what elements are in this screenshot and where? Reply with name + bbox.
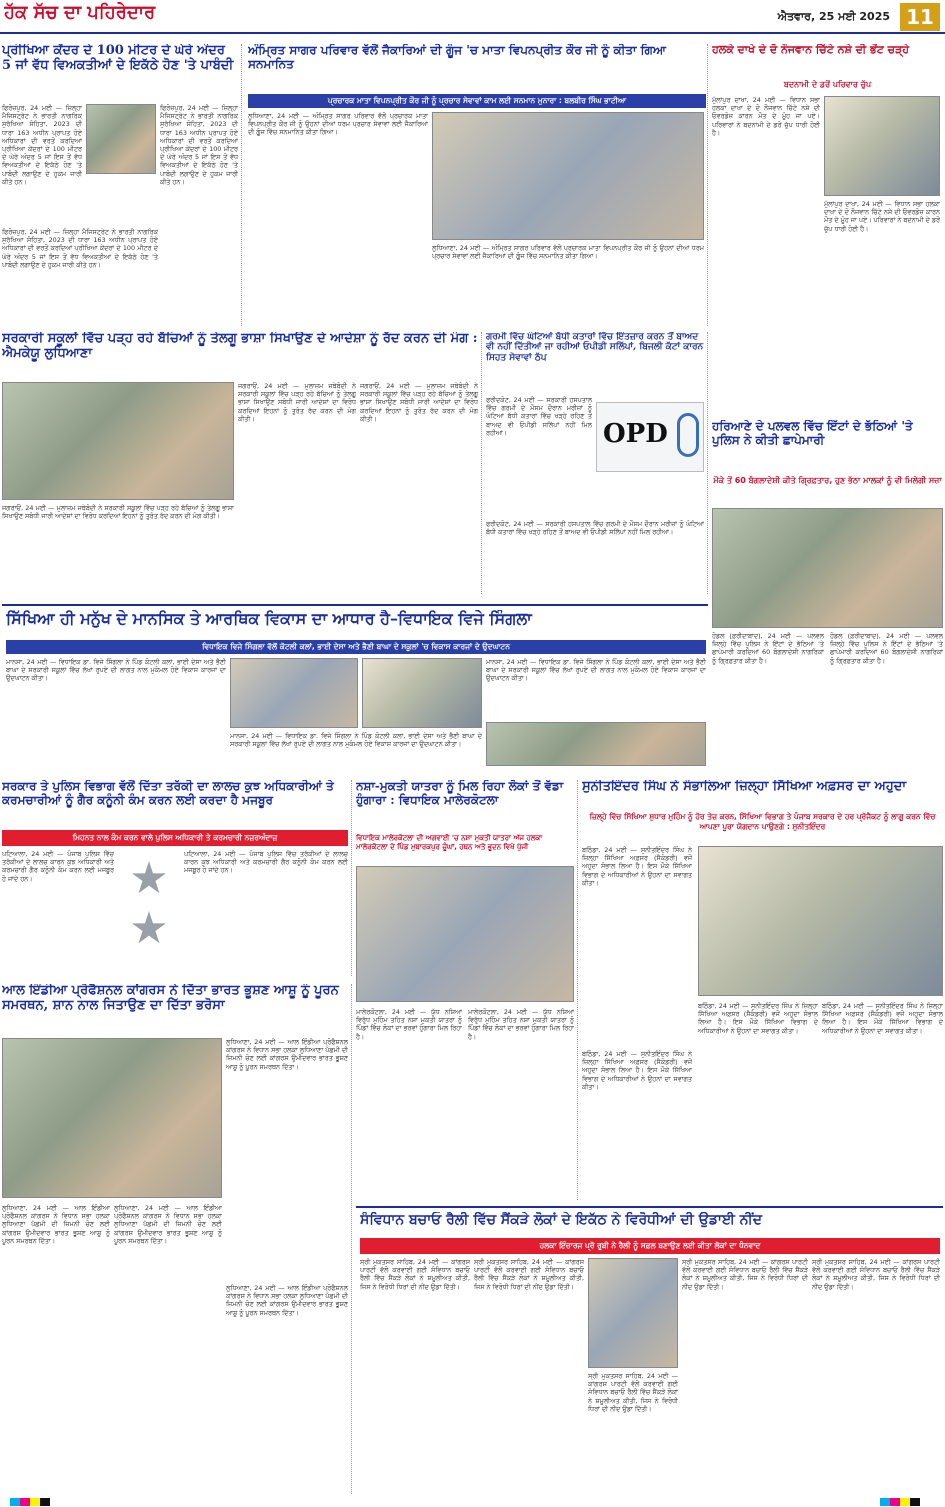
drugs-story (712, 44, 943, 414)
exam-headline: ਪ੍ਰੀਖਿਆ ਕੇਂਦਰ ਦੇ 100 ਮੀਟਰ ਦੇ ਘੇਰੇ ਅੰਦਰ 5 ਜਾਂ ਵੱਧ ਵਿਅਕਤੀਆਂ ਦੇ ਇਕੱਠੇ ਹੋਣ 'ਤੇ ਪਾਬੰਦੀ (2, 44, 234, 73)
masthead-rule (0, 32, 945, 34)
drugs-photo (824, 96, 940, 196)
congress-headline: ਆਲ ਇੰਡੀਆ ਪ੍ਰੋਫੈਸ਼ਨਲ ਕਾਂਗਰਸ ਨੇ ਦਿੱਤਾ ਭਾਰਤ ਭੂਸ਼ਣ ਆਸ਼ੂ ਨੂੰ ਪੂਰਨ ਸਮਰਥਨ, ਸ਼ਾਨ ਨਾਲ ਜਿਤਾਉਣ ਦਾ ਦਿੱਤਾ ਭਰੋਸਾ (2, 984, 339, 1013)
opd-graphic (596, 402, 704, 472)
masthead (0, 0, 945, 34)
bricks-story (712, 420, 943, 770)
telugu-body-2: ਜਗਰਾਓਂ, 24 ਮਈ — ਮੁਲਾਜ਼ਮ ਜਥੇਬੰਦੀ ਨੇ ਸਰਕਾਰੀ ਸਕੂਲਾਂ ਵਿੱਚ ਪੜ੍ਹ ਰਹੇ ਬੱਚਿਆਂ ਨੂੰ ਤੇਲਗੂ ਭਾਸ਼ਾ ਸਿਖਾਉਣ ਸਬੰਧੀ ਜਾਰੀ ਆਦੇਸ਼ਾਂ ਦਾ ਵਿਰੋਧ ਕਰਦਿਆਂ ਇਹਨਾਂ ਨੂੰ ਤੁਰੰਤ ਰੱਦ ਕਰਨ ਦੀ ਮੰਗ ਕੀਤੀ। (360, 382, 478, 423)
amrit-story (246, 44, 708, 326)
amrit-strap: ਪ੍ਰਚਾਰਕ ਮਾਤਾ ਵਿਪਨਪ੍ਰੀਤ ਕੌਰ ਜੀ ਨੂੰ ਪ੍ਰਚਾਰ ਸੇਵਾਵਾਂ ਕਾਮ ਲਈ ਸਨਮਾਨ ਮੁਨਾਰਾ : ਬਲਬੀਰ ਸਿੰਘ ਭਾਟੀਆ (248, 94, 706, 108)
rally-portrait (588, 1258, 678, 1368)
congress-photo (2, 1038, 222, 1198)
police-body-2: ਪਟਿਆਲਾ, 24 ਮਈ — ਪੰਜਾਬ ਪੁਲਿਸ ਵਿੱਚ ਤਰੱਕੀਆਂ ਦੇ ਲਾਲਚ ਕਾਰਨ ਕੁਝ ਅਧਿਕਾਰੀ ਅਤੇ ਕਰਮਚਾਰੀ ਗੈਰ ਕਨੂੰਨੀ ਕੰਮ ਕਰਨ ਲਈ ਮਜਬੂਰ ਹੋ ਜਾਂਦੇ ਹਨ। (184, 850, 348, 875)
telugu-headline: ਸਰਕਾਰੀ ਸਕੂਲਾਂ ਵਿੱਚ ਪੜ੍ਹ ਰਹੇ ਬੱਚਿਆਂ ਨੂੰ ਤੇਲਗੂ ਭਾਸ਼ਾ ਸਿਖਾਉਣ ਦੇ ਆਦੇਸ਼ਾ ਨੂੰ ਰੱਦ ਕਰਨ ਦੀ ਮੰਗ : ਐਮਕੇਯੂ ਲੁਧਿਆਣਾ (2, 332, 478, 361)
sunit-headline: ਸੁਨੀਤਇੰਦਰ ਸਿੰਘ ਨੇ ਸੰਭਾਲਿਆ ਜ਼ਿਲ੍ਹਾ ਸਿੱਖਿਆ ਅਫ਼ਸਰ ਦਾ ਅਹੁਦਾ (582, 780, 907, 794)
yatra-photo (356, 866, 574, 1002)
opd-body-2: ਫਰੀਦਕੋਟ, 24 ਮਈ — ਸਰਕਾਰੀ ਹਸਪਤਾਲ ਵਿੱਚ ਗਰਮੀ ਦੇ ਮੌਸਮ ਦੌਰਾਨ ਮਰੀਜ਼ਾਂ ਨੂੰ ਘੰਟਿਆਂ ਬੱਧੀ ਕਤਾਰਾਂ ਵਿੱਚ ਖੜ੍ਹੇ ਰਹਿਣ ਤੋਂ ਬਾਅਦ ਵੀ ਓਪੀਡੀ ਸਲਿੱਪਾਂ ਨਹੀਂ ਮਿਲ ਰਹੀਆਂ। (486, 520, 704, 537)
education-body-1: ਮਾਨਸਾ, 24 ਮਈ — ਵਿਧਾਇਕ ਡਾ. ਵਿਜੇ ਸਿੰਗਲਾ ਨੇ ਪਿੰਡ ਕੋਟਲੀ ਕਲਾਂ, ਭਾਈ ਦੇਸਾ ਅਤੇ ਭੈਣੀ ਬਾਘਾ ਦੇ ਸਰਕਾਰੀ ਸਕੂਲਾਂ ਵਿੱਚ ਲੱਖਾਂ ਰੁਪਏ ਦੀ ਲਾਗਤ ਨਾਲ ਮੁਕੰਮਲ ਹੋਏ ਵਿਕਾਸ ਕਾਰਜਾਂ ਦਾ ਉਦਘਾਟਨ ਕੀਤਾ। (6, 658, 226, 683)
yatra-body-1: ਮਾਲੇਰਕੋਟਲਾ, 24 ਮਈ — ਯੁੱਧ ਨਸ਼ਿਆਂ ਵਿਰੁੱਧ ਮੁਹਿੰਮ ਤਹਿਤ ਨਸ਼ਾ ਮੁਕਤੀ ਯਾਤਰਾ ਨੂੰ ਪਿੰਡਾਂ ਵਿੱਚ ਲੋਕਾਂ ਦਾ ਭਰਵਾਂ ਹੁੰਗਾਰਾ ਮਿਲ ਰਿਹਾ ਹੈ। (356, 1008, 462, 1041)
drugs-body-2: ਮੁੱਲਾਂਪੁਰ ਦਾਖਾ, 24 ਮਈ — ਵਿਧਾਨ ਸਭਾ ਹਲਕਾ ਦਾਖਾ ਦੇ ਦੋ ਨੌਜਵਾਨ ਚਿੱਟੇ ਨਸ਼ੇ ਦੀ ਓਵਰਡੋਜ਼ ਕਾਰਨ ਮੌਤ ਦੇ ਮੂੰਹ ਜਾ ਪਏ। ਪਰਿਵਾਰਾਂ ਨੇ ਬਦਨਾਮੀ ਦੇ ਡਰੋਂ ਚੁੱਪ ਧਾਰੀ ਹੋਈ ਹੈ। (824, 200, 940, 233)
rally-body-5: ਸ੍ਰੀ ਮੁਕਤਸਰ ਸਾਹਿਬ, 24 ਮਈ — ਕਾਂਗਰਸ ਪਾਰਟੀ ਵੱਲੋਂ ਕਰਵਾਈ ਗਈ ਸੰਵਿਧਾਨ ਬਚਾਓ ਰੈਲੀ ਵਿੱਚ ਸੈਂਕੜੇ ਲੋਕਾਂ ਨੇ ਸ਼ਮੂਲੀਅਤ ਕੀਤੀ, ਜਿਸ ਨੇ ਵਿਰੋਧੀ ਧਿਰਾਂ ਦੀ ਨੀਂਦ ਉਡਾ ਦਿੱਤੀ। (812, 1258, 940, 1291)
exam-body-1: ਫਿਰੋਜ਼ਪੁਰ, 24 ਮਈ — ਜ਼ਿਲ੍ਹਾ ਮੈਜਿਸਟ੍ਰੇਟ ਨੇ ਭਾਰਤੀ ਨਾਗਰਿਕ ਸੁਰੱਖਿਆ ਸੰਹਿਤਾ, 2023 ਦੀ ਧਾਰਾ 163 ਅਧੀਨ ਪ੍ਰਾਪਤ ਹੋਏ ਅਧਿਕਾਰਾਂ ਦੀ ਵਰਤੋਂ ਕਰਦਿਆਂ ਪ੍ਰੀਖਿਆ ਕੇਂਦਰਾਂ ਦੇ 100 ਮੀਟਰ ਦੇ ਘੇਰੇ ਅੰਦਰ 5 ਜਾਂ ਇਸ ਤੋਂ ਵੱਧ ਵਿਅਕਤੀਆਂ ਦੇ ਇਕੱਠੇ ਹੋਣ 'ਤੇ ਪਾਬੰਦੀ ਲਗਾਉਣ ਦੇ ਹੁਕਮ ਜਾਰੀ ਕੀਤੇ ਹਨ। (2, 104, 82, 186)
sunit-photo (698, 846, 943, 996)
congress-body-2: ਲੁਧਿਆਣਾ, 24 ਮਈ — ਆਲ ਇੰਡੀਆ ਪ੍ਰੋਫੈਸ਼ਨਲ ਕਾਂਗਰਸ ਨੇ ਵਿਧਾਨ ਸਭਾ ਹਲਕਾ ਲੁਧਿਆਣਾ ਪੱਛਮੀ ਦੀ ਜ਼ਿਮਨੀ ਚੋਣ ਲਈ ਕਾਂਗਰਸ ਉਮੀਦਵਾਰ ਭਾਰਤ ਭੂਸ਼ਣ ਆਸ਼ੂ ਨੂੰ ਪੂਰਨ ਸਮਰਥਨ ਦਿੱਤਾ। (2, 1204, 110, 1245)
sunit-body-3: ਬਠਿੰਡਾ, 24 ਮਈ — ਸੁਨੀਤਇੰਦਰ ਸਿੰਘ ਨੇ ਜ਼ਿਲ੍ਹਾ ਸਿੱਖਿਆ ਅਫ਼ਸਰ (ਸੈਕੰਡਰੀ) ਵਜੋਂ ਅਹੁਦਾ ਸੰਭਾਲ ਲਿਆ ਹੈ। ਇਸ ਮੌਕੇ ਸਿੱਖਿਆ ਵਿਭਾਗ ਦੇ ਅਧਿਕਾਰੀਆਂ ਨੇ ਉਹਨਾਂ ਦਾ ਸਵਾਗਤ ਕੀਤਾ। (822, 1002, 943, 1035)
rally-body-4: ਸ੍ਰੀ ਮੁਕਤਸਰ ਸਾਹਿਬ, 24 ਮਈ — ਕਾਂਗਰਸ ਪਾਰਟੀ ਵੱਲੋਂ ਕਰਵਾਈ ਗਈ ਸੰਵਿਧਾਨ ਬਚਾਓ ਰੈਲੀ ਵਿੱਚ ਸੈਂਕੜੇ ਲੋਕਾਂ ਨੇ ਸ਼ਮੂਲੀਅਤ ਕੀਤੀ, ਜਿਸ ਨੇ ਵਿਰੋਧੀ ਧਿਰਾਂ ਦੀ ਨੀਂਦ ਉਡਾ ਦਿੱਤੀ। (682, 1258, 808, 1291)
exam-body-3: ਫਿਰੋਜ਼ਪੁਰ, 24 ਮਈ — ਜ਼ਿਲ੍ਹਾ ਮੈਜਿਸਟ੍ਰੇਟ ਨੇ ਭਾਰਤੀ ਨਾਗਰਿਕ ਸੁਰੱਖਿਆ ਸੰਹਿਤਾ, 2023 ਦੀ ਧਾਰਾ 163 ਅਧੀਨ ਪ੍ਰਾਪਤ ਹੋਏ ਅਧਿਕਾਰਾਂ ਦੀ ਵਰਤੋਂ ਕਰਦਿਆਂ ਪ੍ਰੀਖਿਆ ਕੇਂਦਰਾਂ ਦੇ 100 ਮੀਟਰ ਦੇ ਘੇਰੇ ਅੰਦਰ 5 ਜਾਂ ਇਸ ਤੋਂ ਵੱਧ ਵਿਅਕਤੀਆਂ ਦੇ ਇਕੱਠੇ ਹੋਣ 'ਤੇ ਪਾਬੰਦੀ ਲਗਾਉਣ ਦੇ ਹੁਕਮ ਜਾਰੀ ਕੀਤੇ ਹਨ। (2, 228, 158, 269)
police-story (2, 780, 352, 976)
sunit-body-4: ਬਠਿੰਡਾ, 24 ਮਈ — ਸੁਨੀਤਇੰਦਰ ਸਿੰਘ ਨੇ ਜ਼ਿਲ੍ਹਾ ਸਿੱਖਿਆ ਅਫ਼ਸਰ (ਸੈਕੰਡਰੀ) ਵਜੋਂ ਅਹੁਦਾ ਸੰਭਾਲ ਲਿਆ ਹੈ। ਇਸ ਮੌਕੇ ਸਿੱਖਿਆ ਵਿਭਾਗ ਦੇ ਅਧਿਕਾਰੀਆਂ ਨੇ ਉਹਨਾਂ ਦਾ ਸਵਾਗਤ ਕੀਤਾ। (582, 1050, 692, 1091)
rally-story (356, 1206, 943, 1494)
drugs-headline: ਹਲਕੇ ਦਾਖੇ ਦੇ ਦੋ ਨੌਜਵਾਨ ਚਿੱਟੇ ਨਸ਼ੇ ਦੀ ਭੇਂਟ ਚੜ੍ਹੇ (712, 44, 910, 56)
yatra-headline: ਨਸ਼ਾ-ਮੁਕਤੀ ਯਾਤਰਾ ਨੂੰ ਮਿਲ ਰਿਹਾ ਲੋਕਾਂ ਤੋਂ ਵੱਡਾ ਹੁੰਗਾਰਾ : ਵਿਧਾਇਕ ਮਾਲੇਰਕੋਟਲਾ (356, 780, 564, 807)
stethoscope-icon (677, 413, 699, 457)
bricks-photo (712, 508, 943, 628)
sunit-subhead: ਜ਼ਿਲ੍ਹੇ ਵਿੱਚ ਸਿੱਖਿਆ ਸੁਧਾਰ ਮੁਹਿੰਮ ਨੂੰ ਹੋਰ ਤੇਜ਼ ਕਰਨ, ਸਿੱਖਿਆ ਵਿਭਾਗ ਤੇ ਪੰਜਾਬ ਸਰਕਾਰ ਦੇ ਹਰ ਪ੍ਰੋਜੈਕਟ ਨੂੰ ਲਾਗੂ ਕਰਨ ਵਿੱਚ ਆਪਣਾ ਪੂਰਾ ਯੋਗਦਾਨ ਪਾਉਣਗੇ : ਸੁਨੀਤਇੰਦਰ (589, 812, 936, 831)
star-icon: ★ (129, 856, 169, 902)
rally-body-2: ਸ੍ਰੀ ਮੁਕਤਸਰ ਸਾਹਿਬ, 24 ਮਈ — ਕਾਂਗਰਸ ਪਾਰਟੀ ਵੱਲੋਂ ਕਰਵਾਈ ਗਈ ਸੰਵਿਧਾਨ ਬਚਾਓ ਰੈਲੀ ਵਿੱਚ ਸੈਂਕੜੇ ਲੋਕਾਂ ਨੇ ਸ਼ਮੂਲੀਅਤ ਕੀਤੀ, ਜਿਸ ਨੇ ਵਿਰੋਧੀ ਧਿਰਾਂ ਦੀ ਨੀਂਦ ਉਡਾ ਦਿੱਤੀ। (474, 1258, 584, 1291)
telugu-body-3: ਜਗਰਾਓਂ, 24 ਮਈ — ਮੁਲਾਜ਼ਮ ਜਥੇਬੰਦੀ ਨੇ ਸਰਕਾਰੀ ਸਕੂਲਾਂ ਵਿੱਚ ਪੜ੍ਹ ਰਹੇ ਬੱਚਿਆਂ ਨੂੰ ਤੇਲਗੂ ਭਾਸ਼ਾ ਸਿਖਾਉਣ ਸਬੰਧੀ ਜਾਰੀ ਆਦੇਸ਼ਾਂ ਦਾ ਵਿਰੋਧ ਕਰਦਿਆਂ ਇਹਨਾਂ ਨੂੰ ਤੁਰੰਤ ਰੱਦ ਕਰਨ ਦੀ ਮੰਗ ਕੀਤੀ। (2, 504, 234, 521)
telugu-story (2, 332, 482, 594)
education-photo-2 (362, 658, 482, 728)
congress-body-1: ਲੁਧਿਆਣਾ, 24 ਮਈ — ਆਲ ਇੰਡੀਆ ਪ੍ਰੋਫੈਸ਼ਨਲ ਕਾਂਗਰਸ ਨੇ ਵਿਧਾਨ ਸਭਾ ਹਲਕਾ ਲੁਧਿਆਣਾ ਪੱਛਮੀ ਦੀ ਜ਼ਿਮਨੀ ਚੋਣ ਲਈ ਕਾਂਗਰਸ ਉਮੀਦਵਾਰ ਭਾਰਤ ਭੂਸ਼ਣ ਆਸ਼ੂ ਨੂੰ ਪੂਰਨ ਸਮਰਥਨ ਦਿੱਤਾ। (226, 1038, 348, 1071)
amrit-headline: ਅੰਮ੍ਰਿਤ ਸਾਗਰ ਪਰਿਵਾਰ ਵੱਲੋਂ ਜੈਕਾਰਿਆਂ ਦੀ ਗੂੰਜ 'ਚ ਮਾਤਾ ਵਿਪਨਪ੍ਰੀਤ ਕੌਰ ਜੀ ਨੂੰ ਕੀਤਾ ਗਿਆ ਸਨਮਾਨਿਤ (248, 44, 666, 71)
opd-headline: ਗਰਮੀ ਵਿੱਚ ਘੰਟਿਆਂ ਬੱਧੀ ਕਤਾਰਾਂ ਵਿੱਚ ਇੰਤਜ਼ਾਰ ਕਰਨ ਤੋਂ ਬਾਅਦ ਵੀ ਨਹੀਂ ਦਿੱਤੀਆਂ ਜਾ ਰਹੀਆਂ ਓਪੀਡੀ ਸਲਿੱਪਾਂ, ਬਿਜਲੀ ਕੱਟਾਂ ਕਾਰਨ ਸਿਹਤ ਸੇਵਾਵਾਂ ਠੱਪ (486, 332, 704, 363)
opd-graphic-label: OPD (603, 419, 668, 449)
rally-strap: ਹਲਕਾ ਇੰਚਾਰਜ ਪ੍ਰੋ ਰੂਬੀ ਨੇ ਰੈਲੀ ਨੂੰ ਸਫ਼ਲ ਬਣਾਉਣ ਲਈ ਕੀਤਾ ਲੋਕਾਂ ਦਾ ਧੰਨਵਾਦ (360, 1238, 940, 1254)
telugu-body-1: ਜਗਰਾਓਂ, 24 ਮਈ — ਮੁਲਾਜ਼ਮ ਜਥੇਬੰਦੀ ਨੇ ਸਰਕਾਰੀ ਸਕੂਲਾਂ ਵਿੱਚ ਪੜ੍ਹ ਰਹੇ ਬੱਚਿਆਂ ਨੂੰ ਤੇਲਗੂ ਭਾਸ਼ਾ ਸਿਖਾਉਣ ਸਬੰਧੀ ਜਾਰੀ ਆਦੇਸ਼ਾਂ ਦਾ ਵਿਰੋਧ ਕਰਦਿਆਂ ਇਹਨਾਂ ਨੂੰ ਤੁਰੰਤ ਰੱਦ ਕਰਨ ਦੀ ਮੰਗ ਕੀਤੀ। (238, 382, 356, 423)
rally-body-1: ਸ੍ਰੀ ਮੁਕਤਸਰ ਸਾਹਿਬ, 24 ਮਈ — ਕਾਂਗਰਸ ਪਾਰਟੀ ਵੱਲੋਂ ਕਰਵਾਈ ਗਈ ਸੰਵਿਧਾਨ ਬਚਾਓ ਰੈਲੀ ਵਿੱਚ ਸੈਂਕੜੇ ਲੋਕਾਂ ਨੇ ਸ਼ਮੂਲੀਅਤ ਕੀਤੀ, ਜਿਸ ਨੇ ਵਿਰੋਧੀ ਧਿਰਾਂ ਦੀ ਨੀਂਦ ਉਡਾ ਦਿੱਤੀ। (360, 1258, 470, 1291)
police-headline: ਸਰਕਾਰ ਤੇ ਪੁਲਿਸ ਵਿਭਾਗ ਵੱਲੋਂ ਦਿੱਤਾ ਤਰੱਕੀ ਦਾ ਲਾਲਚ ਕੁਝ ਅਧਿਕਾਰੀਆਂ ਤੇ ਕਰਮਚਾਰੀਆਂ ਨੂੰ ਗੈਰ ਕਨੂੰਨੀ ਕੰਮ ਕਰਨ ਲਈ ਕਰਦਾ ਹੈ ਮਜਬੂਰ (2, 780, 334, 807)
amrit-photo (432, 112, 704, 240)
registration-marks (0, 1497, 945, 1507)
rally-headline: ਸੰਵਿਧਾਨ ਬਚਾਓ ਰੈਲੀ ਵਿੱਚ ਸੈਂਕੜੇ ਲੋਕਾਂ ਦੇ ਇਕੱਠ ਨੇ ਵਿਰੋਧੀਆਂ ਦੀ ਉਡਾਈ ਨੀਂਦ (360, 1212, 763, 1228)
police-stars-graphic (118, 856, 180, 956)
masthead-logo: ਹੱਕ ਸੱਚ ਦਾ ਪਹਿਰੇਦਾਰ (4, 2, 156, 23)
sunit-body-1: ਬਠਿੰਡਾ, 24 ਮਈ — ਸੁਨੀਤਇੰਦਰ ਸਿੰਘ ਨੇ ਜ਼ਿਲ੍ਹਾ ਸਿੱਖਿਆ ਅਫ਼ਸਰ (ਸੈਕੰਡਰੀ) ਵਜੋਂ ਅਹੁਦਾ ਸੰਭਾਲ ਲਿਆ ਹੈ। ਇਸ ਮੌਕੇ ਸਿੱਖਿਆ ਵਿਭਾਗ ਦੇ ਅਧਿਕਾਰੀਆਂ ਨੇ ਉਹਨਾਂ ਦਾ ਸਵਾਗਤ ਕੀਤਾ। (582, 846, 692, 887)
yatra-body-2: ਮਾਲੇਰਕੋਟਲਾ, 24 ਮਈ — ਯੁੱਧ ਨਸ਼ਿਆਂ ਵਿਰੁੱਧ ਮੁਹਿੰਮ ਤਹਿਤ ਨਸ਼ਾ ਮੁਕਤੀ ਯਾਤਰਾ ਨੂੰ ਪਿੰਡਾਂ ਵਿੱਚ ਲੋਕਾਂ ਦਾ ਭਰਵਾਂ ਹੁੰਗਾਰਾ ਮਿਲ ਰਿਹਾ ਹੈ। (468, 1008, 574, 1041)
education-photo-1 (230, 658, 358, 728)
education-body-3: ਮਾਨਸਾ, 24 ਮਈ — ਵਿਧਾਇਕ ਡਾ. ਵਿਜੇ ਸਿੰਗਲਾ ਨੇ ਪਿੰਡ ਕੋਟਲੀ ਕਲਾਂ, ਭਾਈ ਦੇਸਾ ਅਤੇ ਭੈਣੀ ਬਾਘਾ ਦੇ ਸਰਕਾਰੀ ਸਕੂਲਾਂ ਵਿੱਚ ਲੱਖਾਂ ਰੁਪਏ ਦੀ ਲਾਗਤ ਨਾਲ ਮੁਕੰਮਲ ਹੋਏ ਵਿਕਾਸ ਕਾਰਜਾਂ ਦਾ ਉਦਘਾਟਨ ਕੀਤਾ। (230, 732, 482, 749)
star-icon: ★ (129, 906, 169, 952)
exam-body-2: ਫਿਰੋਜ਼ਪੁਰ, 24 ਮਈ — ਜ਼ਿਲ੍ਹਾ ਮੈਜਿਸਟ੍ਰੇਟ ਨੇ ਭਾਰਤੀ ਨਾਗਰਿਕ ਸੁਰੱਖਿਆ ਸੰਹਿਤਾ, 2023 ਦੀ ਧਾਰਾ 163 ਅਧੀਨ ਪ੍ਰਾਪਤ ਹੋਏ ਅਧਿਕਾਰਾਂ ਦੀ ਵਰਤੋਂ ਕਰਦਿਆਂ ਪ੍ਰੀਖਿਆ ਕੇਂਦਰਾਂ ਦੇ 100 ਮੀਟਰ ਦੇ ਘੇਰੇ ਅੰਦਰ 5 ਜਾਂ ਇਸ ਤੋਂ ਵੱਧ ਵਿਅਕਤੀਆਂ ਦੇ ਇਕੱਠੇ ਹੋਣ 'ਤੇ ਪਾਬੰਦੀ ਲਗਾਉਣ ਦੇ ਹੁਕਮ ਜਾਰੀ ਕੀਤੇ ਹਨ। (160, 104, 238, 186)
opd-story (486, 332, 708, 594)
exam-photo (86, 104, 156, 174)
bricks-subhead: ਮੌਕੇ ਤੋਂ 60 ਬੰਗਲਾਦੇਸ਼ੀ ਕੀਤੇ ਗ੍ਰਿਫ਼ਤਾਰ, ਹੁਣ ਭੱਠਾ ਮਾਲਕਾਂ ਨੂੰ ਵੀ ਮਿਲੇਗੀ ਸਜ਼ਾ (713, 476, 942, 485)
exam-story (2, 44, 242, 326)
police-kicker: ਮਿਹਨਤ ਨਾਲ ਕੰਮ ਕਰਨ ਵਾਲੇ ਪੁਲਿਸ ਅਧਿਕਾਰੀ ਤੇ ਕਰਮਚਾਰੀ ਨਜ਼ਰਅੰਦਾਜ਼ (2, 830, 348, 846)
education-body-2: ਮਾਨਸਾ, 24 ਮਈ — ਵਿਧਾਇਕ ਡਾ. ਵਿਜੇ ਸਿੰਗਲਾ ਨੇ ਪਿੰਡ ਕੋਟਲੀ ਕਲਾਂ, ਭਾਈ ਦੇਸਾ ਅਤੇ ਭੈਣੀ ਬਾਘਾ ਦੇ ਸਰਕਾਰੀ ਸਕੂਲਾਂ ਵਿੱਚ ਲੱਖਾਂ ਰੁਪਏ ਦੀ ਲਾਗਤ ਨਾਲ ਮੁਕੰਮਲ ਹੋਏ ਵਿਕਾਸ ਕਾਰਜਾਂ ਦਾ ਉਦਘਾਟਨ ਕੀਤਾ। (486, 658, 706, 683)
amrit-body-1: ਲੁਧਿਆਣਾ, 24 ਮਈ — ਅੰਮ੍ਰਿਤ ਸਾਗਰ ਪਰਿਵਾਰ ਵੱਲੋਂ ਪ੍ਰਚਾਰਕ ਮਾਤਾ ਵਿਪਨਪ੍ਰੀਤ ਕੌਰ ਜੀ ਨੂੰ ਉਹਨਾਂ ਦੀਆਂ ਧਰਮ ਪ੍ਰਚਾਰ ਸੇਵਾਵਾਂ ਲਈ ਜੈਕਾਰਿਆਂ ਦੀ ਗੂੰਜ ਵਿੱਚ ਸਨਮਾਨਿਤ ਕੀਤਾ ਗਿਆ। (248, 112, 428, 137)
page-number-badge: 11 (900, 3, 940, 31)
congress-body-3: ਲੁਧਿਆਣਾ, 24 ਮਈ — ਆਲ ਇੰਡੀਆ ਪ੍ਰੋਫੈਸ਼ਨਲ ਕਾਂਗਰਸ ਨੇ ਵਿਧਾਨ ਸਭਾ ਹਲਕਾ ਲੁਧਿਆਣਾ ਪੱਛਮੀ ਦੀ ਜ਼ਿਮਨੀ ਚੋਣ ਲਈ ਕਾਂਗਰਸ ਉਮੀਦਵਾਰ ਭਾਰਤ ਭੂਸ਼ਣ ਆਸ਼ੂ ਨੂੰ ਪੂਰਨ ਸਮਰਥਨ ਦਿੱਤਾ। (114, 1204, 222, 1245)
bricks-body-1: ਹੋਡਲ (ਫ਼ਰੀਦਾਬਾਦ), 24 ਮਈ — ਪਲਵਲ ਜ਼ਿਲ੍ਹੇ ਵਿੱਚ ਪੁਲਿਸ ਨੇ ਇੱਟਾਂ ਦੇ ਭੱਠਿਆਂ 'ਤੇ ਛਾਪੇਮਾਰੀ ਕਰਦਿਆਂ 60 ਬੰਗਲਾਦੇਸ਼ੀ ਨਾਗਰਿਕਾਂ ਨੂੰ ਗ੍ਰਿਫ਼ਤਾਰ ਕੀਤਾ ਹੈ। (712, 632, 824, 665)
congress-body-4: ਲੁਧਿਆਣਾ, 24 ਮਈ — ਆਲ ਇੰਡੀਆ ਪ੍ਰੋਫੈਸ਼ਨਲ ਕਾਂਗਰਸ ਨੇ ਵਿਧਾਨ ਸਭਾ ਹਲਕਾ ਲੁਧਿਆਣਾ ਪੱਛਮੀ ਦੀ ਜ਼ਿਮਨੀ ਚੋਣ ਲਈ ਕਾਂਗਰਸ ਉਮੀਦਵਾਰ ਭਾਰਤ ਭੂਸ਼ਣ ਆਸ਼ੂ ਨੂੰ ਪੂਰਨ ਸਮਰਥਨ ਦਿੱਤਾ। (226, 1284, 348, 1317)
education-photo-3 (486, 722, 706, 766)
amrit-body-2: ਲੁਧਿਆਣਾ, 24 ਮਈ — ਅੰਮ੍ਰਿਤ ਸਾਗਰ ਪਰਿਵਾਰ ਵੱਲੋਂ ਪ੍ਰਚਾਰਕ ਮਾਤਾ ਵਿਪਨਪ੍ਰੀਤ ਕੌਰ ਜੀ ਨੂੰ ਉਹਨਾਂ ਦੀਆਂ ਧਰਮ ਪ੍ਰਚਾਰ ਸੇਵਾਵਾਂ ਲਈ ਜੈਕਾਰਿਆਂ ਦੀ ਗੂੰਜ ਵਿੱਚ ਸਨਮਾਨਿਤ ਕੀਤਾ ਗਿਆ। (432, 244, 704, 261)
bricks-headline: ਹਰਿਆਣੇ ਦੇ ਪਲਵਲ ਵਿੱਚ ਇੱਟਾਂ ਦੇ ਭੱਠਿਆਂ 'ਤੇ ਪੁਲਿਸ ਨੇ ਕੀਤੀ ਛਾਪੇਮਾਰੀ (712, 420, 913, 447)
yatra-kicker: ਵਿਧਾਇਕ ਮਾਲੇਰਕੋਟਲਾ ਦੀ ਅਗਵਾਈ 'ਚ ਨਸ਼ਾ ਮੁਕਤੀ ਯਾਤਰਾ ਅੱਜ ਹਲਕਾ ਮਾਲੇਰਕੋਟਲਾ ਦੇ ਪਿੰਡ ਮੁਬਾਰਕਪੁਰ ਚੂੰਘਾਂ, ਹਥਨ ਅਤੇ ਭੂਦਨ ਵਿਖੇ ਪੁੱਜੀ (356, 834, 543, 851)
congress-story (2, 984, 352, 1494)
yatra-story (356, 780, 578, 1200)
drugs-kicker: ਬਦਨਾਮੀ ਦੇ ਡਰੋਂ ਪਰਿਵਾਰ ਚੁੱਪ (783, 80, 872, 89)
education-headline: ਸਿੱਖਿਆ ਹੀ ਮਨੁੱਖ ਦੇ ਮਾਨਸਿਕ ਤੇ ਆਰਥਿਕ ਵਿਕਾਸ ਦਾ ਆਧਾਰ ਹੈ–ਵਿਧਾਇਕ ਵਿਜੇ ਸਿੰਗਲਾ (6, 610, 532, 628)
education-story (2, 604, 708, 770)
opd-body-1: ਫਰੀਦਕੋਟ, 24 ਮਈ — ਸਰਕਾਰੀ ਹਸਪਤਾਲ ਵਿੱਚ ਗਰਮੀ ਦੇ ਮੌਸਮ ਦੌਰਾਨ ਮਰੀਜ਼ਾਂ ਨੂੰ ਘੰਟਿਆਂ ਬੱਧੀ ਕਤਾਰਾਂ ਵਿੱਚ ਖੜ੍ਹੇ ਰਹਿਣ ਤੋਂ ਬਾਅਦ ਵੀ ਓਪੀਡੀ ਸਲਿੱਪਾਂ ਨਹੀਂ ਮਿਲ ਰਹੀਆਂ। (486, 396, 592, 437)
education-strap: ਵਿਧਾਇਕ ਵਿਜੇ ਸਿੰਗਲਾ ਵੱਲੋਂ ਕੋਟਲੀ ਕਲਾਂ, ਭਾਈ ਦੇਸਾ ਅਤੇ ਭੈਣੀ ਬਾਘਾ ਦੇ ਸਕੂਲਾਂ 'ਚ ਵਿਕਾਸ ਕਾਰਜਾਂ ਦੇ ਉਦਘਾਟਨ (6, 640, 706, 654)
police-body-1: ਪਟਿਆਲਾ, 24 ਮਈ — ਪੰਜਾਬ ਪੁਲਿਸ ਵਿੱਚ ਤਰੱਕੀਆਂ ਦੇ ਲਾਲਚ ਕਾਰਨ ਕੁਝ ਅਧਿਕਾਰੀ ਅਤੇ ਕਰਮਚਾਰੀ ਗੈਰ ਕਨੂੰਨੀ ਕੰਮ ਕਰਨ ਲਈ ਮਜਬੂਰ ਹੋ ਜਾਂਦੇ ਹਨ। (2, 850, 114, 883)
telugu-photo (2, 382, 234, 500)
drugs-body-1: ਮੁੱਲਾਂਪੁਰ ਦਾਖਾ, 24 ਮਈ — ਵਿਧਾਨ ਸਭਾ ਹਲਕਾ ਦਾਖਾ ਦੇ ਦੋ ਨੌਜਵਾਨ ਚਿੱਟੇ ਨਸ਼ੇ ਦੀ ਓਵਰਡੋਜ਼ ਕਾਰਨ ਮੌਤ ਦੇ ਮੂੰਹ ਜਾ ਪਏ। ਪਰਿਵਾਰਾਂ ਨੇ ਬਦਨਾਮੀ ਦੇ ਡਰੋਂ ਚੁੱਪ ਧਾਰੀ ਹੋਈ ਹੈ। (712, 96, 820, 137)
issue-date: ਐਤਵਾਰ, 25 ਮਈ 2025 (777, 10, 890, 23)
sunit-story (582, 780, 943, 1200)
bricks-body-2: ਹੋਡਲ (ਫ਼ਰੀਦਾਬਾਦ), 24 ਮਈ — ਪਲਵਲ ਜ਼ਿਲ੍ਹੇ ਵਿੱਚ ਪੁਲਿਸ ਨੇ ਇੱਟਾਂ ਦੇ ਭੱਠਿਆਂ 'ਤੇ ਛਾਪੇਮਾਰੀ ਕਰਦਿਆਂ 60 ਬੰਗਲਾਦੇਸ਼ੀ ਨਾਗਰਿਕਾਂ ਨੂੰ ਗ੍ਰਿਫ਼ਤਾਰ ਕੀਤਾ ਹੈ। (830, 632, 943, 665)
sunit-body-2: ਬਠਿੰਡਾ, 24 ਮਈ — ਸੁਨੀਤਇੰਦਰ ਸਿੰਘ ਨੇ ਜ਼ਿਲ੍ਹਾ ਸਿੱਖਿਆ ਅਫ਼ਸਰ (ਸੈਕੰਡਰੀ) ਵਜੋਂ ਅਹੁਦਾ ਸੰਭਾਲ ਲਿਆ ਹੈ। ਇਸ ਮੌਕੇ ਸਿੱਖਿਆ ਵਿਭਾਗ ਦੇ ਅਧਿਕਾਰੀਆਂ ਨੇ ਉਹਨਾਂ ਦਾ ਸਵਾਗਤ ਕੀਤਾ। (698, 1002, 818, 1035)
rally-body-3: ਸ੍ਰੀ ਮੁਕਤਸਰ ਸਾਹਿਬ, 24 ਮਈ — ਕਾਂਗਰਸ ਪਾਰਟੀ ਵੱਲੋਂ ਕਰਵਾਈ ਗਈ ਸੰਵਿਧਾਨ ਬਚਾਓ ਰੈਲੀ ਵਿੱਚ ਸੈਂਕੜੇ ਲੋਕਾਂ ਨੇ ਸ਼ਮੂਲੀਅਤ ਕੀਤੀ, ਜਿਸ ਨੇ ਵਿਰੋਧੀ ਧਿਰਾਂ ਦੀ ਨੀਂਦ ਉਡਾ ਦਿੱਤੀ। (588, 1372, 678, 1413)
